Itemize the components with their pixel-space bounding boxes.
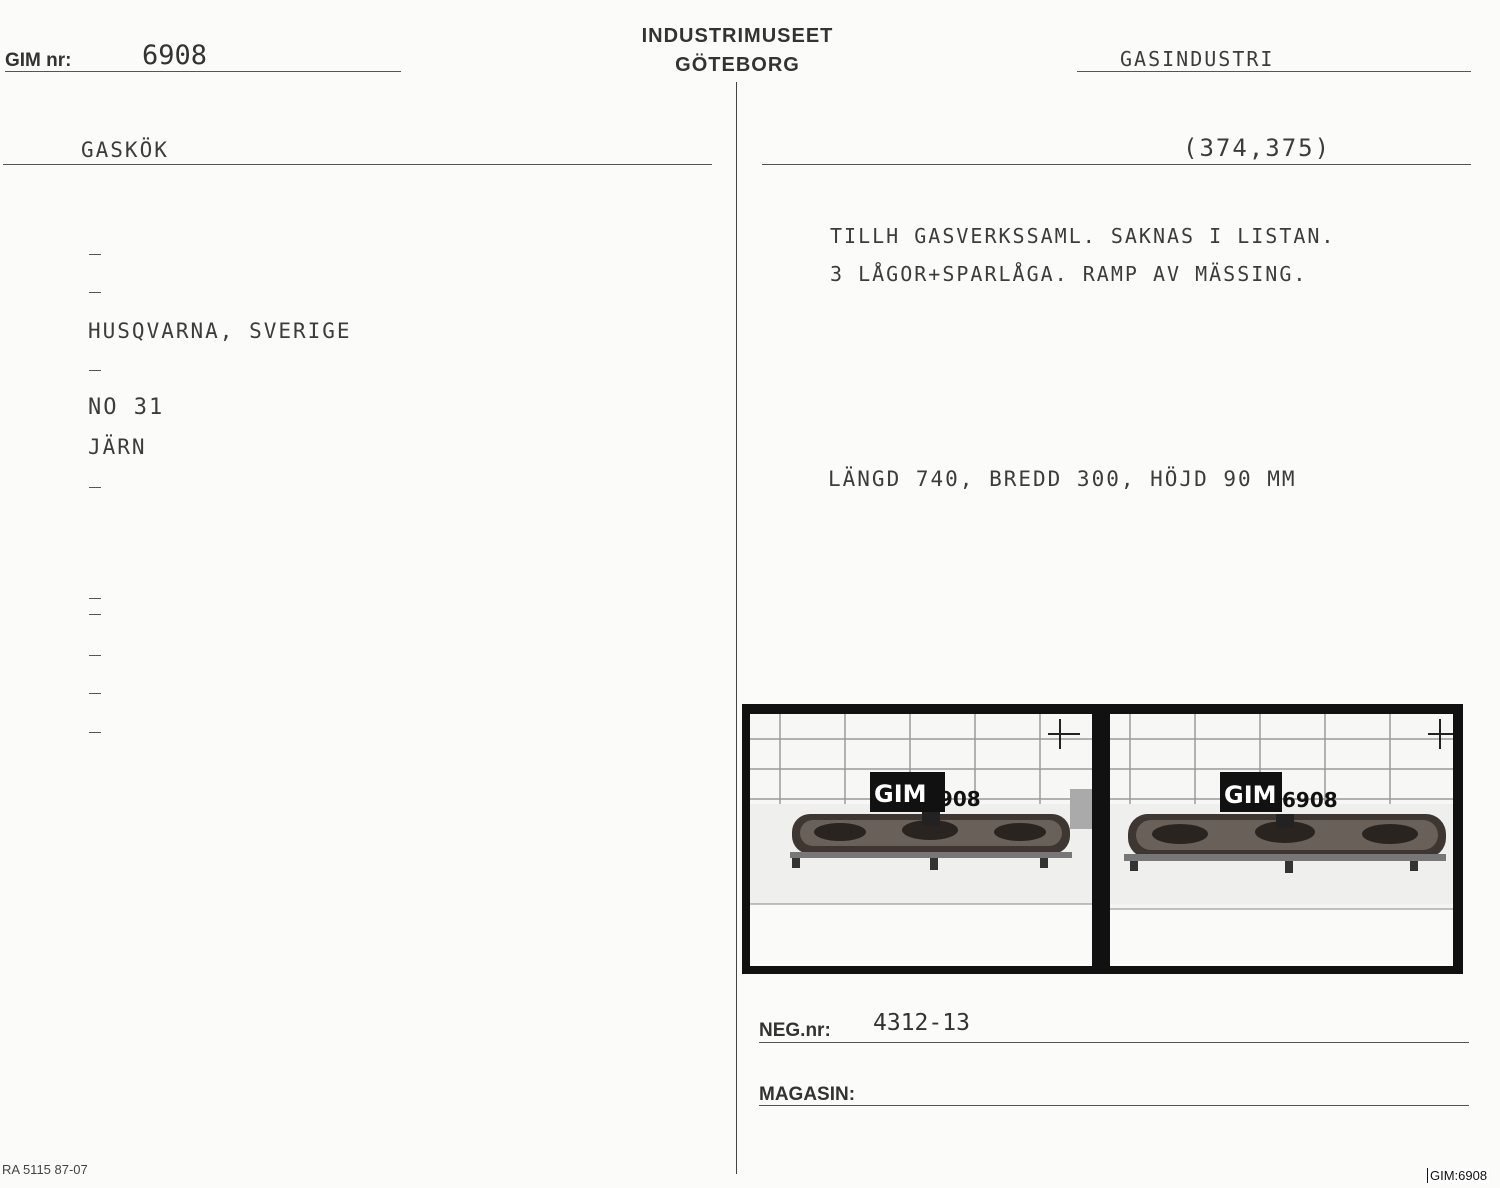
empty-field-dash (89, 655, 101, 656)
empty-field-dash (89, 732, 101, 733)
object-name-underline (3, 164, 712, 165)
reference-underline (762, 164, 1471, 165)
category-label: GASINDUSTRI (1120, 47, 1275, 71)
gas-stove-image (1110, 714, 1453, 966)
gim-label: GIM nr: (5, 50, 72, 71)
gim-number: 6908 (142, 40, 208, 71)
gas-stove-image (750, 714, 1092, 966)
neg-underline (759, 1042, 1469, 1043)
neg-label: NEG.nr: (759, 1020, 831, 1041)
neg-number: 4312-13 (873, 1010, 970, 1036)
gim-tag-prefix: GIM (1224, 781, 1277, 809)
object-photo-right (1110, 714, 1453, 966)
gim-tag-number: 6908 (925, 787, 981, 811)
object-photo-left (750, 714, 1092, 966)
museum-name (600, 22, 875, 80)
magasin-label: MAGASIN: (759, 1084, 856, 1105)
note-line-1: TILLH GASVERKSSAML. SAKNAS I LISTAN. (830, 224, 1336, 248)
magasin-underline (759, 1105, 1469, 1106)
model-value: NO 31 (88, 395, 165, 420)
empty-field-dash (89, 292, 101, 293)
note-line-2: 3 LÅGOR+SPARLÅGA. RAMP AV MÄSSING. (830, 262, 1308, 286)
object-name: GASKÖK (81, 138, 169, 162)
empty-field-dash (89, 598, 101, 599)
gim-underline (5, 71, 401, 72)
empty-field-dash (89, 370, 101, 371)
reference-numbers: (374,375) (1183, 134, 1332, 162)
museum-line-2: GÖTEBORG (675, 54, 800, 76)
empty-field-dash (89, 487, 101, 488)
gim-tag-number: 6908 (1282, 788, 1338, 812)
file-tag: GIM:6908 (1427, 1168, 1489, 1183)
form-code: RA 5115 87-07 (2, 1162, 88, 1177)
gim-tag-prefix: GIM (874, 780, 927, 808)
empty-field-dash (89, 254, 101, 255)
category-underline (1077, 71, 1471, 72)
museum-line-1: INDUSTRIMUSEET (641, 25, 834, 47)
center-divider (736, 82, 737, 1174)
empty-field-dash (89, 614, 101, 615)
empty-field-dash (89, 693, 101, 694)
material-value: JÄRN (88, 435, 147, 459)
dimensions: LÄNGD 740, BREDD 300, HÖJD 90 MM (828, 467, 1297, 491)
manufacturer-value: HUSQVARNA, SVERIGE (88, 319, 352, 343)
